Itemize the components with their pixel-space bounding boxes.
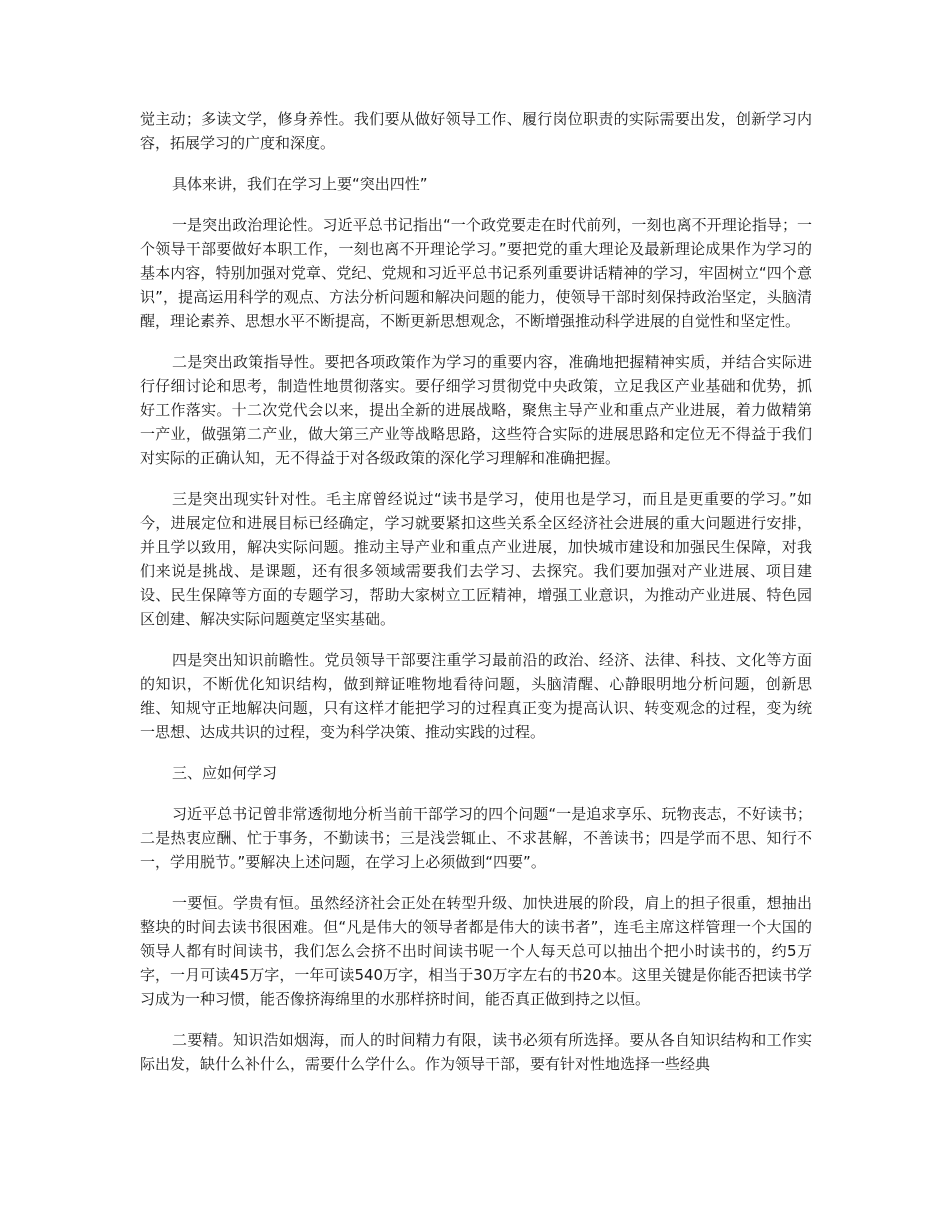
section-heading: 三、应如何学习 [172,764,278,782]
document-body [140,107,812,1093]
paragraph: 二是突出政策指导性。要把各项政策作为学习的重要内容，准确地把握精神实质，并结合实际进行仔细讨论和思考，制造性地贯彻落实。要仔细学习贯彻党中央政策，立足我区产业基础和优势，抓好工作落实。十二次党代会以来，提出全新的进展战略，聚焦主导产业和重点产业进展，着力做精第一产业，做强第二产业，做大第三产业等战略思路，这些符合实际的进展思路和定位无不得益于我们对实际的正确认知，无不得益于对各级政策的深化学习理解和准确把握。 [140,353,812,467]
paragraph: 一要恒。学贵有恒。虽然经济社会正处在转型升级、加快进展的阶段，肩上的担子很重，想抽出整块的时间去读书很困难。但“凡是伟大的领导者都是伟大的读书者”，连毛主席这样管理一个大国的领导人都有时间读书，我们怎么会挤不出时间读书呢一个人每天总可以抽出个把小时读书的，约5万字，一月可读45万字，一年可读540万字，相当于30万字左右的书20本。这里关键是你能否把读书学习成为一种习惯，能否像挤海绵里的水那样挤时间，能否真正做到持之以恒。 [140,894,812,1008]
paragraph: 三是突出现实针对性。毛主席曾经说过“读书是学习，使用也是学习，而且是更重要的学习。”如今，进展定位和进展目标已经确定，学习就要紧扣这些关系全区经济社会进展的重大问题进行安排，并且学以致用，解决实际问题。推动主导产业和重点产业进展，加快城市建设和加强民生保障，对我们来说是挑战、是课题，还有很多领域需要我们去学习、去探究。我们要加强对产业进展、项目建设、民生保障等方面的专题学习，帮助大家树立工匠精神，增强工业意识，为推动产业进展、特色园区创建、解决实际问题奠定坚实基础。 [140,490,812,628]
paragraph: 觉主动；多读文学，修身养性。我们要从做好领导工作、履行岗位职责的实际需要出发，创新学习内容，拓展学习的广度和深度。 [140,110,812,152]
paragraph: 一是突出政治理论性。习近平总书记指出“一个政党要走在时代前列，一刻也离不开理论指导；一个领导干部要做好本职工作，一刻也离不开理论学习。”要把党的重大理论及最新理论成果作为学习的基本内容，特别加强对党章、党纪、党规和习近平总书记系列重要讲话精神的学习，牢固树立“四个意识”，提高运用科学的观点、方法分析问题和解决问题的能力，使领导干部时刻保持政治坚定，头脑清醒，理论素养、思想水平不断提高，不断更新思想观念，不断增强推动科学进展的自觉性和坚定性。 [140,216,812,330]
paragraph: 习近平总书记曾非常透彻地分析当前干部学习的四个问题“一是追求享乐、玩物丧志，不好读书；二是热衷应酬、忙于事务，不勤读书；三是浅尝辄止、不求甚解，不善读书；四是学而不思、知行不一，学用脱节。”要解决上述问题，在学习上必须做到“四要”。 [140,805,812,871]
paragraph: 具体来讲，我们在学习上要“突出四性” [172,175,428,193]
paragraph: 四是突出知识前瞻性。党员领导干部要注重学习最前沿的政治、经济、法律、科技、文化等方面的知识，不断优化知识结构，做到辩证唯物地看待问题，头脑清醒、心静眼明地分析问题，创新思维、知规守正地解决问题，只有这样才能把学习的过程真正变为提高认识、转变观念的过程，变为统一思想、达成共识的过程，变为科学决策、推动实践的过程。 [140,651,812,741]
paragraph: 二要精。知识浩如烟海，而人的时间精力有限，读书必须有所选择。要从各自知识结构和工作实际出发，缺什么补什么，需要什么学什么。作为领导干部，要有针对性地选择一些经典 [140,1031,812,1073]
